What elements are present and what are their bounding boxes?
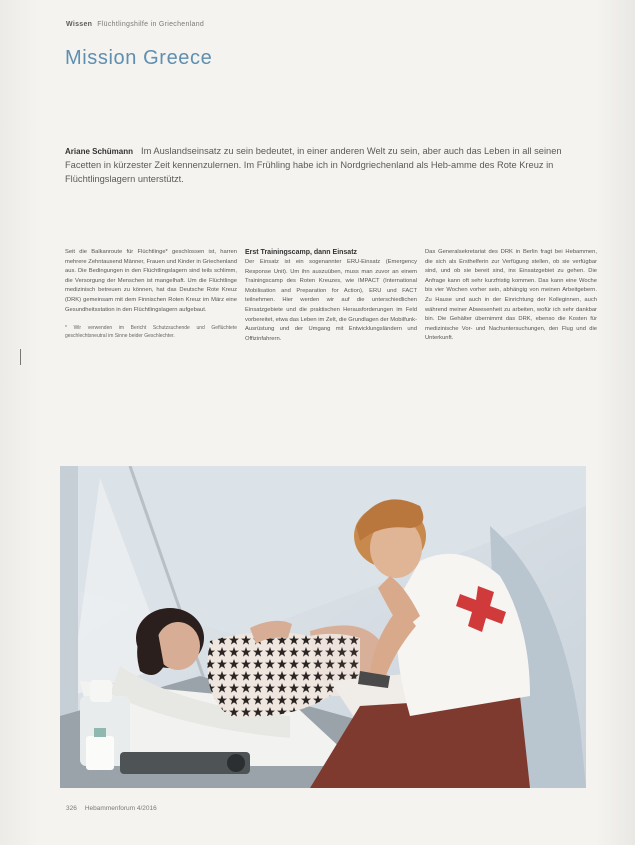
article-title: Mission Greece (65, 47, 213, 69)
lead-paragraph (65, 145, 595, 186)
kicker-text: Flüchtlingshilfe in Griechenland (97, 21, 205, 28)
journal-name: Hebammenforum 4/2016 (84, 805, 157, 812)
column-3-text: Das Generalsekretariat des DRK in Berlin fragt bei Hebammen, die sich als Ersthelferin zur Verfügung stellen, ob sie verfügbar sind, und ob sie bereit sind, ins Einsatzgebiet zu gehen. Die Anfrage kann oft sehr kurzfristig kommen. Das kann eine Woche bis vier Wochen vorher sein, abhängig von meinen Arbeitgebern. Zu Hause und auch in der Einrichtung der Kolleginnen, auch während meiner Abwesenheit zu arbeiten, wofür ich sehr dankbar bin. Die Gehälter übernimmt das DRK, ebenso die Kosten für medizinische Vor- und Nachuntersuchungen, den Flug und die Unterkunft. (425, 249, 597, 342)
footnote: * Wir verwenden im Bericht Schutzsuchende und Geflüchtete geschlechtsneutral im Sinne beider Geschlechter. (65, 325, 237, 340)
body-column-3 (425, 248, 597, 344)
article-photo (60, 466, 586, 788)
page-number: 326 (66, 805, 77, 812)
photo-illustration (60, 466, 586, 788)
page-footer (66, 805, 157, 812)
column-2-text: Der Einsatz ist ein sogenannter ERU-Einsatz (Emergency Response Unit). Um ihn auszuüben, muss man zuvor an einem Trainingscamp des Roten Kreuzes, wie IMPACT (International Mobilisation and Preparation for Action), ERU und FACT teilnehmen. Hier werden wir auf die unterschiedlichen Einsatzgebiete und die praktischen Herausforderungen im Feld vorbereitet, etwa das Leben im Zelt, die Grundlagen der Mobilfunk-Ausrüstung und der Umgang mit Entwicklungsländern und Offizinfahrern. (245, 259, 417, 342)
body-column-2 (245, 248, 417, 344)
body-column-1 (65, 248, 237, 340)
margin-mark (20, 349, 21, 365)
column-1-text: Seit die Balkanroute für Flüchtlinge* geschlossen ist, harren mehrere Zehntausend Männer, Frauen und Kinder in Griechenland aus. Die Bedingungen in den Flüchtlingslagern sind teils schlimm, die Versorgung der Menschen ist mangelhaft. Um die Flüchtlinge medizinisch betreuen zu können, hat das Deutsche Rote Kreuz (DRK) gemeinsam mit dem Finnischen Roten Kreuz im März eine Gesundheitsstation in den Flüchtlingslagern aufgebaut. (65, 249, 237, 313)
author-name: Ariane Schümann (65, 147, 134, 156)
section-kicker (66, 21, 204, 28)
lead-text: Im Auslandseinsatz zu sein bedeutet, in einer anderen Welt zu sein, aber auch das Leben in all seinen Facetten in kürzester Zeit kennenzulernen. Im Frühling habe ich in Nordgriechenland als Heb-amme des Rote Kreuz in Flüchtlingslagern unterstützt. (65, 146, 562, 184)
subheading: Erst Trainingscamp, dann Einsatz (245, 249, 358, 256)
section-label: Wissen (66, 21, 93, 28)
